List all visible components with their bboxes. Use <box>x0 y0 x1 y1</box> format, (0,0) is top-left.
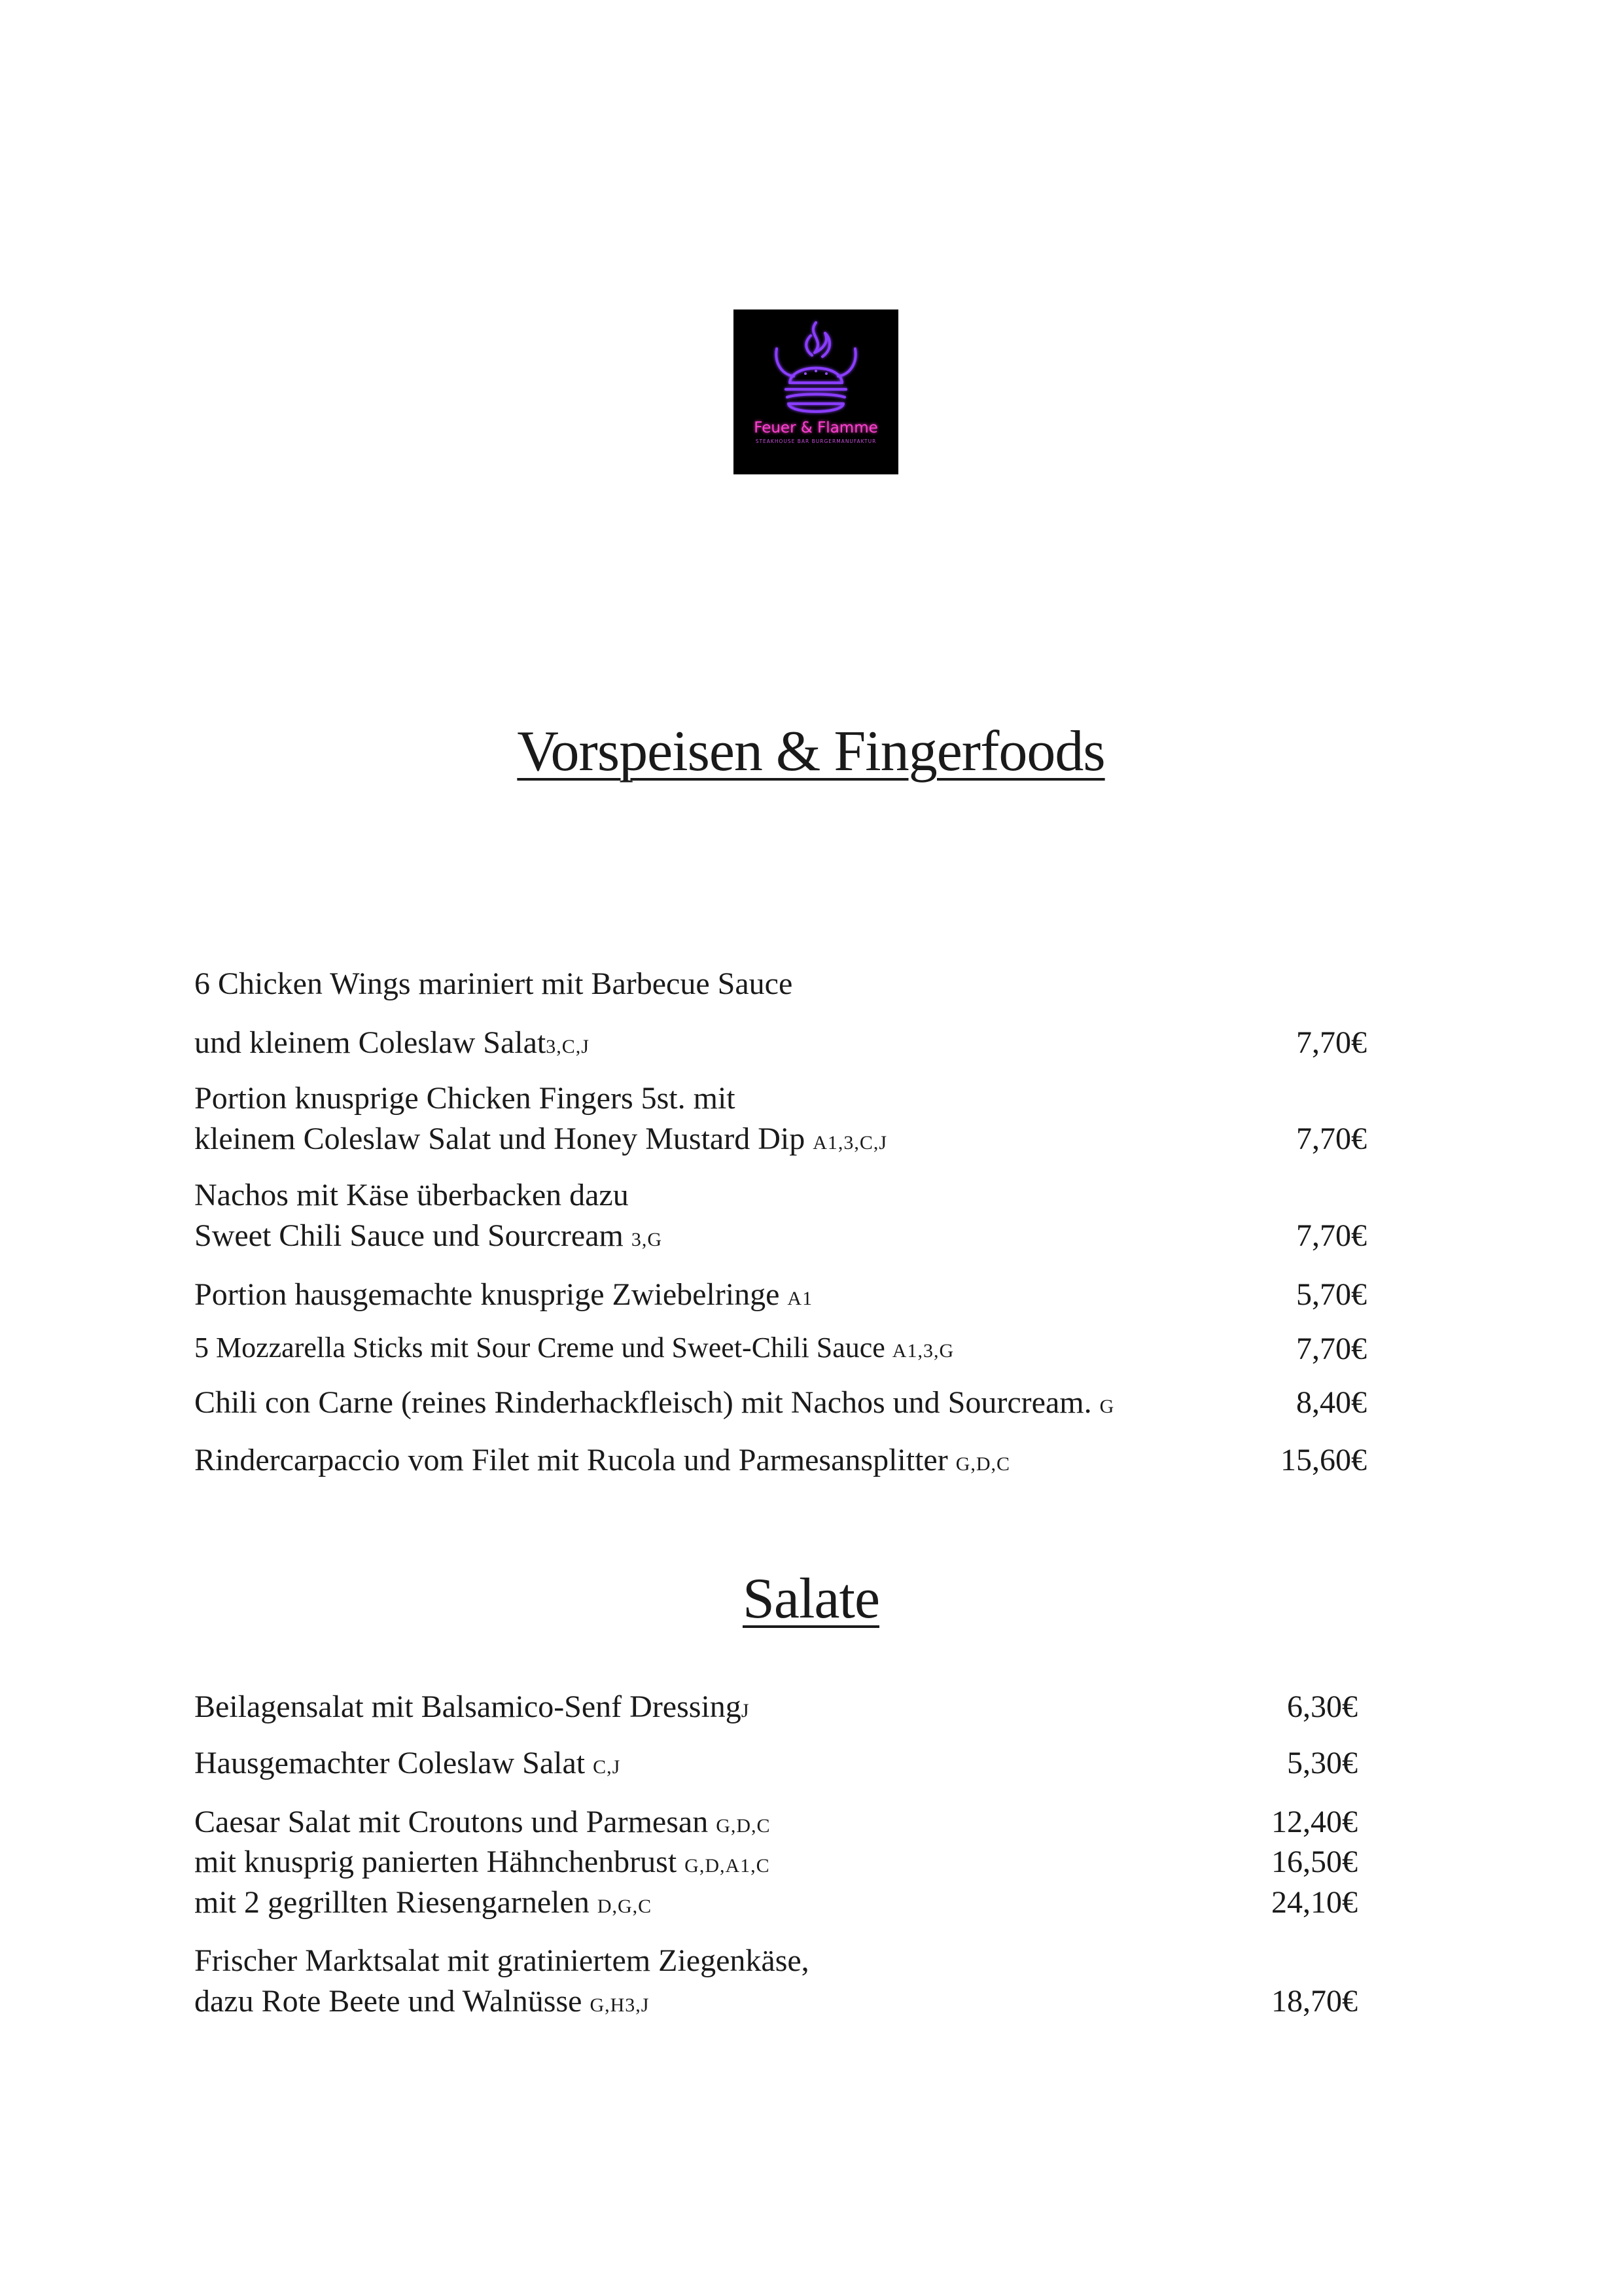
allergen-codes: G,H3,J <box>590 1994 650 2016</box>
logo-tagline: STEAKHOUSE BAR BURGERMANUFAKTUR <box>755 438 877 444</box>
allergen-codes: A1,3,C,J <box>813 1132 888 1154</box>
burger-flame-logo-icon <box>733 309 898 474</box>
menu-item-price: 18,70€ <box>1271 1984 1358 2019</box>
restaurant-logo <box>733 309 898 474</box>
allergen-codes: G,D,A1,C <box>684 1855 770 1877</box>
menu-item-text: mit 2 gegrillten Riesengarnelen D,G,C <box>194 1885 652 1920</box>
menu-item-text: Sweet Chili Sauce und Sourcream 3,G <box>194 1218 663 1253</box>
menu-item-price: 6,30€ <box>1287 1689 1358 1724</box>
menu-item-text: 5 Mozzarella Sticks mit Sour Creme und Sweet-Chili Sauce A1,3,G <box>194 1332 955 1364</box>
menu-item-text: und kleinem Coleslaw Salat3,C,J <box>194 1025 590 1060</box>
menu-item-text: Chili con Carne (reines Rinderhackfleisch) mit Nachos und Sourcream. G <box>194 1385 1115 1420</box>
menu-item-price: 7,70€ <box>1296 1332 1367 1366</box>
allergen-codes: 3,G <box>631 1229 663 1250</box>
menu-item-text: Beilagensalat mit Balsamico-Senf DressingJ <box>194 1689 750 1724</box>
allergen-codes: G,D,C <box>716 1815 771 1837</box>
allergen-codes: A1 <box>787 1288 813 1309</box>
allergen-codes: D,G,C <box>597 1896 652 1917</box>
menu-item-price: 8,40€ <box>1296 1385 1367 1420</box>
allergen-codes: G <box>1099 1396 1115 1417</box>
allergen-codes: J <box>741 1700 750 1722</box>
menu-item-text: kleinem Coleslaw Salat und Honey Mustard Dip A1,3,C,J <box>194 1122 888 1156</box>
menu-item-price: 7,70€ <box>1296 1122 1367 1156</box>
menu-item-text: Frischer Marktsalat mit gratiniertem Ziegenkäse, <box>194 1943 809 1978</box>
menu-item-price: 7,70€ <box>1296 1218 1367 1253</box>
menu-item-text: Rindercarpaccio vom Filet mit Rucola und Parmesansplitter G,D,C <box>194 1443 1011 1477</box>
logo-name: Feuer & Flamme <box>754 419 878 436</box>
section-title-salate: Salate <box>742 1567 879 1631</box>
menu-item-price: 12,40€ <box>1271 1805 1358 1839</box>
allergen-codes: A1,3,G <box>892 1340 955 1362</box>
menu-item-text: mit knusprig panierten Hähnchenbrust G,D,A1,C <box>194 1845 770 1879</box>
menu-item-text: Portion knusprige Chicken Fingers 5st. mit <box>194 1081 735 1116</box>
menu-item-price: 7,70€ <box>1296 1025 1367 1060</box>
menu-item-text: 6 Chicken Wings mariniert mit Barbecue Sauce <box>194 966 793 1001</box>
menu-item-text: dazu Rote Beete und Walnüsse G,H3,J <box>194 1984 650 2019</box>
menu-item-price: 5,70€ <box>1296 1277 1367 1312</box>
menu-item-price: 15,60€ <box>1280 1443 1367 1477</box>
menu-item-price: 16,50€ <box>1271 1845 1358 1879</box>
allergen-codes: G,D,C <box>955 1453 1011 1475</box>
menu-item-text: Caesar Salat mit Croutons und Parmesan G,D,C <box>194 1805 771 1839</box>
menu-item-price: 5,30€ <box>1287 1746 1358 1780</box>
menu-item-price: 24,10€ <box>1271 1885 1358 1920</box>
menu-item-text: Hausgemachter Coleslaw Salat C,J <box>194 1746 621 1780</box>
allergen-codes: 3,C,J <box>546 1036 590 1057</box>
allergen-codes: C,J <box>593 1756 621 1778</box>
menu-item-text: Portion hausgemachte knusprige Zwiebelringe A1 <box>194 1277 813 1312</box>
section-title-vorspeisen: Vorspeisen & Fingerfoods <box>517 720 1105 783</box>
menu-item-text: Nachos mit Käse überbacken dazu <box>194 1178 629 1212</box>
